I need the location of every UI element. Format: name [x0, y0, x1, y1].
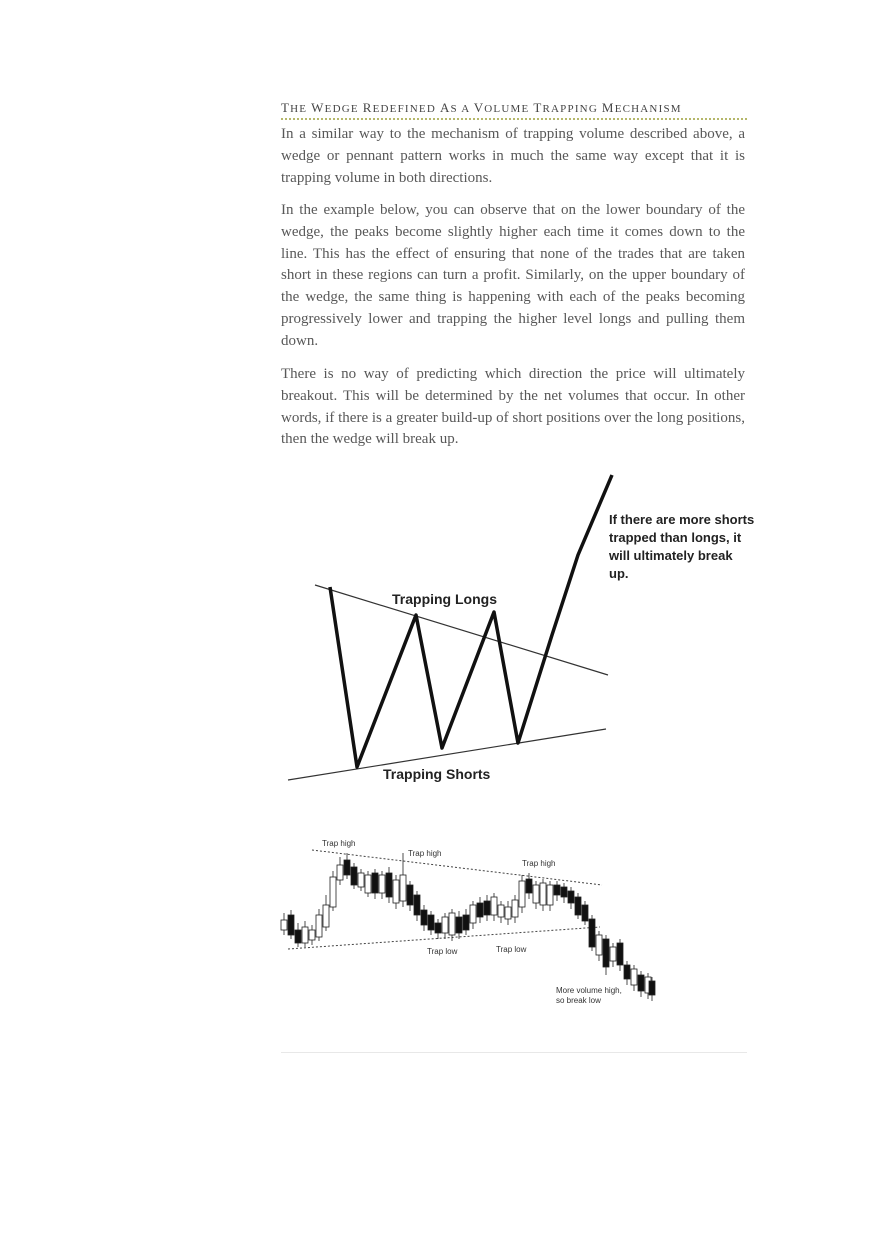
candle-body	[631, 969, 637, 985]
candle-body	[428, 915, 434, 930]
candle-body	[393, 880, 399, 903]
candle-body	[407, 885, 413, 905]
candle-body	[491, 897, 497, 915]
note-line: If there are more shorts	[609, 512, 755, 527]
candle-body	[330, 877, 336, 907]
heading-word: WEDGE	[311, 100, 363, 115]
candle-body	[386, 873, 392, 897]
candle-body	[582, 905, 588, 921]
candle-body	[365, 875, 371, 893]
candle-body	[596, 935, 602, 955]
trap-high-label: Trap high	[408, 849, 442, 858]
paragraph-breakout: There is no way of predicting which direction the price will ultimately breakout. This will be determined by the net volumes that occur. In other words, if there is a greater build-up of short positions over the long positions, then the wedge will break up.	[281, 366, 745, 448]
candle-body	[470, 905, 476, 923]
heading-word: REDEFINED	[362, 100, 440, 115]
breakout-note	[608, 512, 758, 581]
trap-high-label: Trap high	[522, 859, 556, 868]
trapping-longs-label: Trapping Longs	[392, 591, 497, 607]
candle-body	[344, 860, 350, 875]
candle-body	[533, 885, 539, 903]
volume-note-line: More volume high,	[556, 986, 622, 995]
candle-body	[351, 867, 357, 885]
trapping-shorts-label: Trapping Shorts	[383, 766, 491, 782]
candle-body	[302, 927, 308, 943]
note-line: up.	[609, 566, 629, 581]
candle-body	[547, 885, 553, 905]
candle-body	[295, 930, 301, 943]
candle-body	[309, 930, 315, 940]
candle-body	[463, 915, 469, 930]
heading-word: TRAPPING	[533, 100, 602, 115]
wedge-diagram	[280, 465, 770, 795]
candle-body	[554, 885, 560, 895]
candle-body	[288, 915, 294, 935]
trap-low-label: Trap low	[427, 947, 458, 956]
candle-body	[477, 903, 483, 917]
candle-body	[603, 939, 609, 967]
candles	[281, 853, 655, 1001]
candle-body	[358, 873, 364, 887]
section-heading	[281, 100, 747, 120]
candle-body	[449, 913, 455, 935]
candle-body	[435, 923, 441, 933]
heading-word: THE	[281, 100, 312, 115]
candle-body	[421, 910, 427, 925]
candle-body	[372, 873, 378, 893]
trap-high-label: Trap high	[322, 839, 356, 848]
candle-body	[526, 879, 532, 893]
candle-body	[617, 943, 623, 965]
heading-word: MECHANISM	[601, 100, 682, 115]
candle-body	[610, 947, 616, 961]
candle-body	[337, 865, 343, 880]
heading-word: VOLUME	[473, 100, 534, 115]
candle-body	[456, 917, 462, 933]
price-path	[330, 475, 612, 767]
candle-body	[498, 905, 504, 917]
candle-body	[379, 875, 385, 893]
candle-body	[323, 905, 329, 927]
candle-body	[589, 919, 595, 947]
candle-body	[638, 975, 644, 991]
candle-body	[519, 881, 525, 907]
candle-body	[575, 897, 581, 915]
candle-body	[316, 915, 322, 937]
candle-body	[484, 901, 490, 915]
paragraph-intro: In a similar way to the mechanism of trapping volume described above, a wedge or pennant pattern works in much the same way except that it is trapping volume in both directions.	[281, 126, 745, 186]
note-line: trapped than longs, it	[609, 530, 742, 545]
candle-body	[281, 920, 287, 930]
candle-body	[568, 891, 574, 903]
volume-note-line: so break low	[556, 996, 601, 1005]
candle-body	[414, 895, 420, 915]
note-line: will ultimately break	[609, 548, 733, 563]
heading-word: AS A	[439, 100, 474, 115]
candlestick-wedge-chart	[280, 835, 670, 1015]
candle-body	[649, 981, 655, 995]
candle-body	[400, 875, 406, 901]
paragraph-example: In the example below, you can observe that on the lower boundary of the wedge, the peaks become slightly higher each time it comes down to the line. This has the effect of ensuring that none of the trades that are taken short in these regions can turn a profit. Similarly, on the upper boundary of the wedge, the same thing is happening with each of the peaks becoming progressively lower and trapping the higher level longs and pulling them down.	[281, 202, 745, 349]
candle-body	[561, 887, 567, 897]
page-divider	[281, 1052, 747, 1053]
candle-body	[442, 917, 448, 933]
candle-body	[624, 965, 630, 979]
candle-body	[505, 907, 511, 919]
trap-low-label: Trap low	[496, 945, 527, 954]
candle-body	[512, 900, 518, 917]
candle-body	[540, 883, 546, 905]
